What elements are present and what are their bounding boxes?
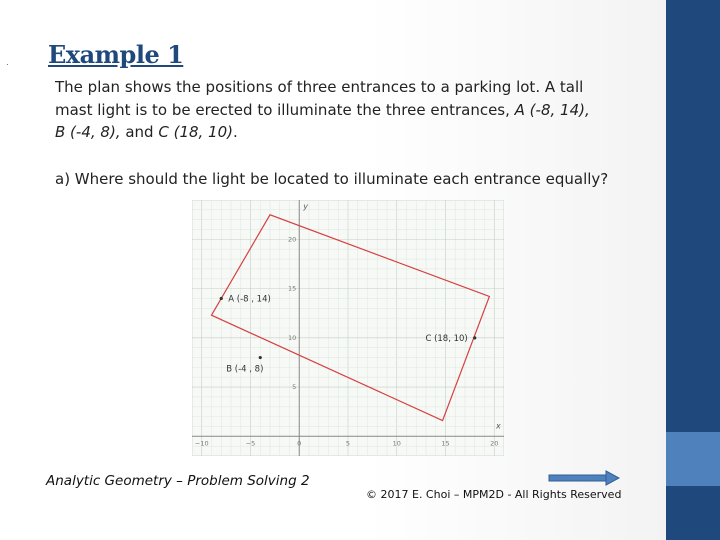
slide-title: Example 1 xyxy=(48,40,184,69)
y-axis-label: y xyxy=(303,202,308,211)
footer-course: Analytic Geometry – Problem Solving 2 xyxy=(46,473,310,489)
entrance-point xyxy=(259,356,262,359)
problem-line-2: mast light is to be erected to illuminate the three entrances, xyxy=(55,100,515,119)
x-tick-label: 0 xyxy=(297,439,302,448)
y-tick-label: 15 xyxy=(287,284,297,293)
problem-text xyxy=(55,76,645,144)
point-b-text: B (-4, 8), xyxy=(55,123,121,141)
entrance-point xyxy=(473,336,476,339)
entrance-point-label: C (18, 10) xyxy=(425,333,468,344)
right-arrow-icon[interactable] xyxy=(548,470,620,486)
entrance-point-label: B (-4 , 8) xyxy=(226,364,264,375)
y-tick-label: 5 xyxy=(292,383,297,392)
question-a: a) Where should the light be located to illuminate each entrance equally? xyxy=(55,170,609,188)
x-tick-label: −5 xyxy=(245,439,256,448)
x-tick-label: −10 xyxy=(194,439,209,448)
coordinate-graph xyxy=(192,200,504,456)
and-text: and xyxy=(120,123,159,141)
entrance-point-label: A (-8 , 14) xyxy=(228,294,271,305)
y-tick-label: 20 xyxy=(287,235,297,244)
x-tick-label: 10 xyxy=(392,439,401,448)
slide-bullet: · xyxy=(6,60,9,69)
x-tick-label: 5 xyxy=(345,439,351,448)
x-tick-label: 20 xyxy=(490,439,499,448)
x-tick-label: 15 xyxy=(441,439,450,448)
sidebar-accent-block xyxy=(666,432,720,486)
problem-line-1: The plan shows the positions of three entrances to a parking lot. A tall xyxy=(55,78,584,96)
point-c-text: C (18, 10) xyxy=(158,123,233,141)
point-a-text: A (-8, 14), xyxy=(514,100,590,119)
period-text: . xyxy=(233,123,238,141)
y-tick-label: 10 xyxy=(287,333,297,342)
entrance-point xyxy=(220,297,223,300)
footer-copyright: © 2017 E. Choi – MPM2D - All Rights Reserved xyxy=(366,488,622,501)
x-axis-label: x xyxy=(496,421,501,431)
